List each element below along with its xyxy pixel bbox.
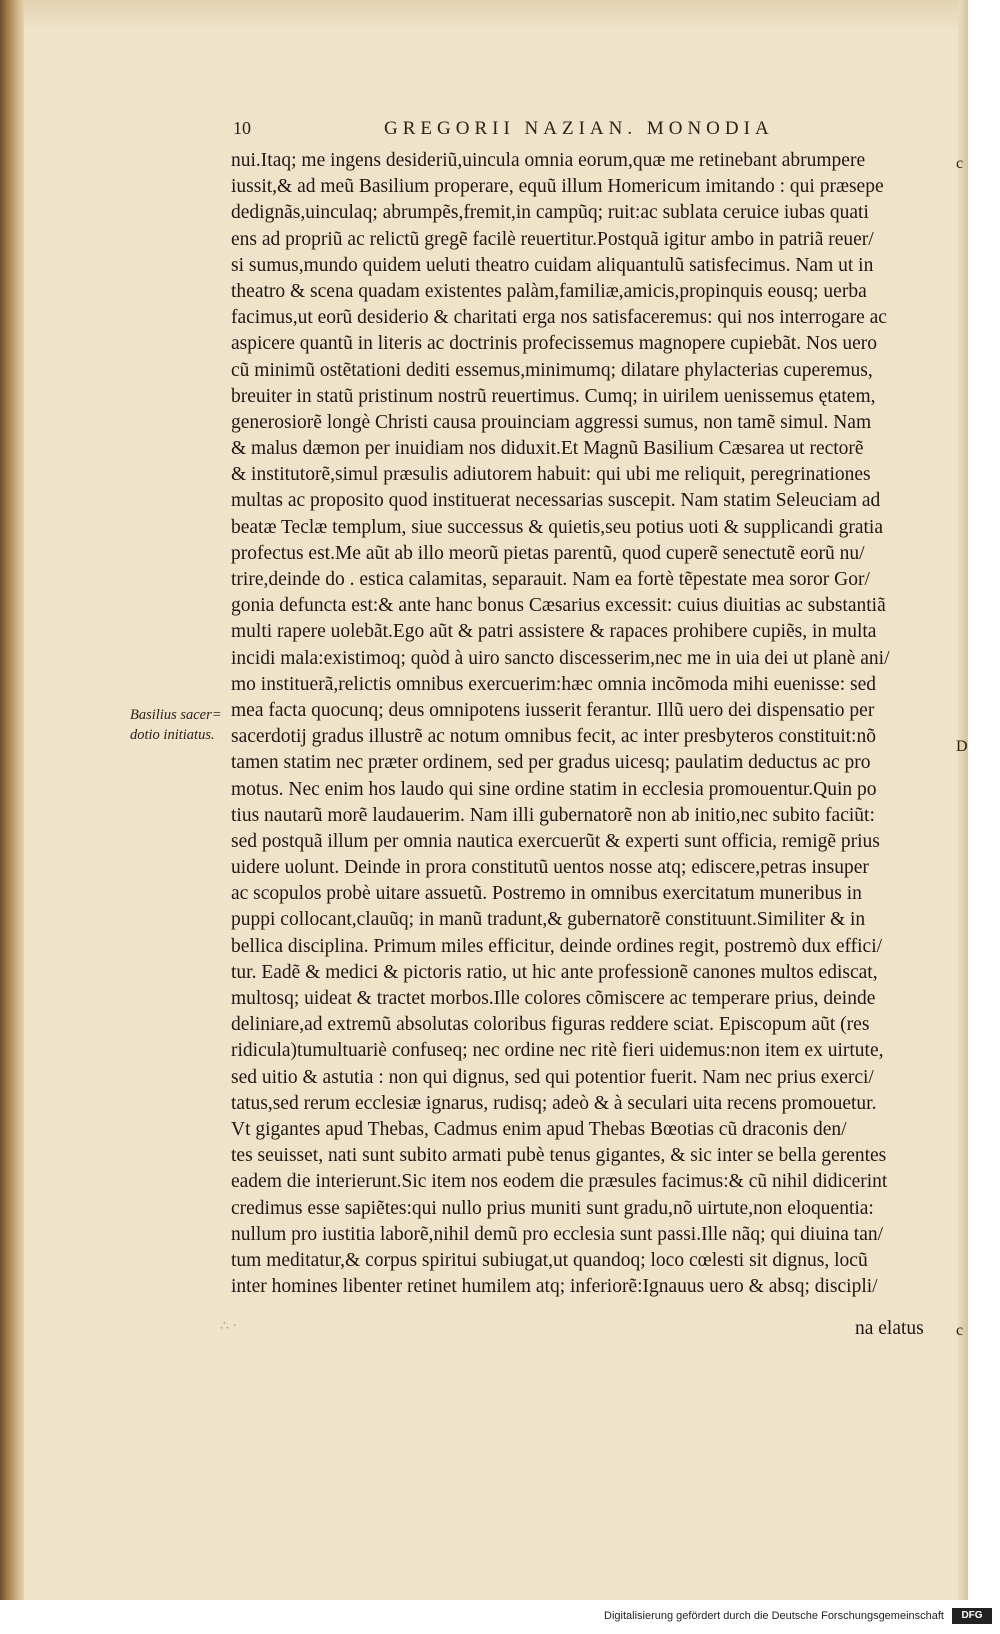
text-line: mo instituerã,relictis omnibus exercuerim:hæc omnia incõmoda mihi euenisse: sed [231,673,876,695]
text-line: tum meditatur,& corpus spiritui subiugat,ut quandoq; loco cœlesti sit dignus, locũ [231,1249,868,1271]
text-line: tes seuisset, nati sunt subito armati pubè tenus gigantes, & sic inter se bella gerentes [231,1145,887,1167]
text-line: trire,deinde do . estica calamitas, separauit. Nam ea fortè tẽpestate mea soror Gor/ [231,569,870,590]
text-line: credimus esse sapiẽtes:qui nullo prius muniti sunt gradu,nõ uirtute,non eloquentia: [231,1197,874,1219]
text-line: mea facta quocunq; deus omnipotens iusserit ferantur. Illũ uero dei dispensatio per [231,699,875,721]
text-line: Vt gigantes apud Thebas, Cadmus enim apud Thebas Bœotias cũ draconis den/ [231,1118,847,1140]
section-marker-c-bottom: c [956,1322,964,1339]
text-line: uidere uolunt. Deinde in prora constitutũ uentos nosse atq; ediscere,petras insuper [231,857,869,879]
dfg-logo: DFG [952,1608,992,1624]
text-line: bellica disciplina. Primum miles efficitur, deinde ordines regit, postremò dux effici/ [231,935,883,957]
running-title: GREGORII NAZIAN. MONODIA [384,118,774,139]
text-line: multosq; uideat & tractet morbos.Ille colores cõmiscere ac temperare prius, deinde [231,988,876,1009]
section-marker-d: D [956,738,968,755]
text-line: motus. Nec enim hos laudo qui sine ordine statim in ecclesia promouentur.Quin po [231,778,877,800]
text-line: breuiter in statũ pristinum nostrũ reuertimus. Cumq; in uirilem uenissemus ętatem, [231,385,876,407]
text-line: inter homines libenter retinet humilem atq; inferiorẽ:Ignauus uero & absq; discipli/ [231,1276,878,1298]
text-line: aspicere quantũ in literis ac doctrinis profecissemus magnopere cupiebãt. Nos uero [231,333,877,355]
text-line: nui.Itaq; me ingens desideriũ,uincula omnia eorum,quæ me retinebant abrumpere [231,150,866,171]
text-line: puppi collocant,clauũq; in manũ tradunt,& gubernatorẽ constituunt.Similiter & in [231,909,866,931]
text-line: si sumus,mundo quidem ueluti theatro cuidam aliquantulũ satisfecimus. Nam ut in [231,254,874,276]
text-line: ens ad propriũ ac relictũ gregẽ facilè reuertitur.Postquã igitur ambo in patriã reuer/ [231,228,874,250]
text-line: tamen statim nec præter ordinem, sed per gradus uicesq; paulatim deductus ac pro [231,752,871,774]
book-spine [0,0,24,1600]
marginal-note: Basilius sacer= dotio initiatus. [130,707,222,743]
text-line: eadem die interierunt.Sic item nos eodem die præsules facimus:& cũ nihil didicerint [231,1171,888,1193]
text-line: theatro & scena quadam existentes palàm,familiæ,amicis,propinquis eousq; uerba [231,280,867,302]
page-number: 10 [233,118,251,138]
text-line: facimus,ut eorũ desiderio & charitati erga nos satisfaceremus: qui nos interrogare ac [231,307,887,329]
text-line: multi rapere uolebãt.Ego aũt & patri assistere & rapaces prohibere cupiẽs, in multa [231,621,877,643]
text-line: tius nautarũ morẽ laudauerim. Nam illi gubernatorẽ non ab initio,nec subito faciũt: [231,804,875,826]
footer-bar [0,1600,1000,1634]
funding-credit: Digitalisierung gefördert durch die Deutsche Forschungsgemeinschaft [604,1610,944,1622]
text-line: sed postquã illum per omnia nautica exercuerũt & experti sunt officia, remigẽ prius [231,830,880,852]
text-line: nullum pro iustitia laborẽ,nihil demũ pro ecclesia sunt passi.Ille nãq; qui diuina tan/ [231,1223,884,1245]
page-edge [958,0,968,1600]
text-line: ridicula)tumultuariè confuseq; nec ordine nec ritè fieri uidemus:non item ex uirtute, [231,1040,884,1062]
text-line: multas ac proposito quod instituerat necessarias suscepit. Nam statim Seleuciam ad [231,490,881,512]
text-line: cũ minimũ ostẽtationi dediti essemus,minimumq; dilatare phylacterias cuperemus, [231,359,873,381]
text-line: & institutorẽ,simul præsulis adiutorem habuit: qui ubi me reliquit, peregrinationes [231,464,871,486]
text-line: sacerdotij gradus illustrẽ ac notum omnibus fecit, ac inter presbyteros constituit:nõ [231,726,876,748]
text-line: iussit,& ad meũ Basilium properare, equũ illum Homericum imitando : qui præsepe [231,176,884,198]
body-text [231,148,951,1300]
text-line: tur. Eadẽ & medici & pictoris ratio, ut hic ante professionẽ canones multos ediscat, [231,961,878,983]
section-marker-c-top: c [956,155,964,172]
text-line: tatus,sed rerum ecclesiæ ignarus, rudisq; adeò & à seculari uita recens promouetur. [231,1092,877,1114]
text-line: deliniare,ad extremũ absolutas coloribus figuras reddere sciat. Episcopum aũt (res [231,1014,870,1036]
text-line: ac scopulos probè uitare assuetũ. Postremo in omnibus exercitatum muneribus in [231,883,862,905]
last-line-wrap [855,1318,924,1340]
text-line: gonia defuncta est:& ante hanc bonus Cæsarius excessit: cuius diuitias ac substantiã [231,595,886,617]
text-line: sed uitio & astutia : non qui dignus, sed qui potentior fuerit. Nam nec prius exerci/ [231,1066,874,1088]
text-line: dedignãs,uinculaq; abrumpẽs,fremit,in campũq; ruit:ac sublata ceruice iubas quati [231,202,869,224]
text-line: beatæ Teclæ templum, siue successus & quietis,seu potius uoti & supplicandi gratia [231,516,883,538]
text-line: & malus dæmon per inuidiam nos diduxit.Et Magnũ Basilium Cæsarea ut rectorẽ [231,438,864,460]
text-line: profectus est.Me aũt ab illo meorũ pietas parentũ, quod cuperẽ senectutẽ eorũ nu/ [231,542,865,564]
text-line: incidi mala:existimoq; quòd à uiro sancto discesserim,nec me in uia dei ut planè ani/ [231,647,890,669]
page-top-shadow [24,0,958,30]
text-line: generosiorẽ longè Christi causa prouinciam aggressi sumus, non tamẽ simul. Nam [231,411,872,433]
catchword: na elatus [855,1318,924,1339]
running-head [0,118,968,144]
faint-ink-mark: ∴ · [220,1319,238,1334]
